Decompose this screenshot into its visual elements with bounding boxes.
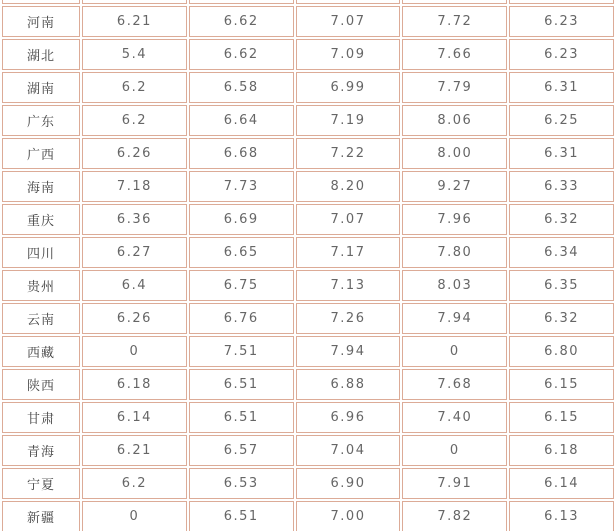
value-cell: 6.75 [189, 270, 294, 301]
value-cell: 7.26 [296, 303, 401, 334]
value-cell: 7.09 [296, 39, 401, 70]
value-cell: 6.23 [509, 6, 614, 37]
value-cell: 7.73 [189, 171, 294, 202]
province-cell: 海南 [2, 171, 80, 202]
value-cell: 6.51 [189, 402, 294, 433]
table-row [2, 72, 614, 103]
value-cell: 6.18 [509, 435, 614, 466]
table-row [2, 369, 614, 400]
province-cell: 广西 [2, 138, 80, 169]
value-cell: 9.27 [402, 171, 507, 202]
value-cell: 7.13 [296, 270, 401, 301]
table-row [2, 501, 614, 531]
value-cell [509, 0, 614, 4]
value-cell: 6.2 [82, 468, 187, 499]
value-cell: 6.27 [82, 237, 187, 268]
value-cell: 6.53 [189, 468, 294, 499]
value-cell: 7.94 [402, 303, 507, 334]
table-row [2, 402, 614, 433]
province-cell: 西藏 [2, 336, 80, 367]
value-cell: 7.04 [296, 435, 401, 466]
value-cell: 6.51 [189, 501, 294, 531]
province-cell: 云南 [2, 303, 80, 334]
table-row [2, 204, 614, 235]
value-cell: 6.32 [509, 204, 614, 235]
value-cell: 0 [82, 501, 187, 531]
value-cell: 6.99 [296, 72, 401, 103]
value-cell: 6.35 [509, 270, 614, 301]
province-cell: 四川 [2, 237, 80, 268]
province-cell: 甘肃 [2, 402, 80, 433]
value-cell: 7.00 [296, 501, 401, 531]
value-cell: 6.26 [82, 138, 187, 169]
value-cell: 6.4 [82, 270, 187, 301]
value-cell: 7.17 [296, 237, 401, 268]
value-cell: 6.57 [189, 435, 294, 466]
province-cell: 贵州 [2, 270, 80, 301]
value-cell: 7.79 [402, 72, 507, 103]
value-cell: 6.31 [509, 138, 614, 169]
province-cell: 湖北 [2, 39, 80, 70]
value-cell: 7.72 [402, 6, 507, 37]
table-row-cutoff [2, 0, 614, 4]
province-cell: 青海 [2, 435, 80, 466]
value-cell: 8.03 [402, 270, 507, 301]
value-cell [296, 0, 401, 4]
value-cell: 6.34 [509, 237, 614, 268]
table-row [2, 105, 614, 136]
value-cell: 6.64 [189, 105, 294, 136]
value-cell: 7.82 [402, 501, 507, 531]
value-cell: 6.51 [189, 369, 294, 400]
value-cell: 6.14 [509, 468, 614, 499]
province-cell [2, 0, 80, 4]
value-cell: 6.62 [189, 39, 294, 70]
value-cell: 6.80 [509, 336, 614, 367]
value-cell: 5.4 [82, 39, 187, 70]
value-cell: 7.22 [296, 138, 401, 169]
value-cell: 7.96 [402, 204, 507, 235]
value-cell [189, 0, 294, 4]
province-cell: 广东 [2, 105, 80, 136]
table-row [2, 435, 614, 466]
value-cell: 6.65 [189, 237, 294, 268]
value-cell: 7.68 [402, 369, 507, 400]
value-cell: 6.25 [509, 105, 614, 136]
table-row [2, 237, 614, 268]
value-cell: 7.07 [296, 204, 401, 235]
value-cell: 8.06 [402, 105, 507, 136]
table-row [2, 468, 614, 499]
value-cell: 6.88 [296, 369, 401, 400]
value-cell: 6.21 [82, 6, 187, 37]
price-table-body [2, 0, 614, 531]
province-cell: 新疆 [2, 501, 80, 531]
value-cell: 7.94 [296, 336, 401, 367]
table-row [2, 171, 614, 202]
value-cell: 6.32 [509, 303, 614, 334]
value-cell: 6.14 [82, 402, 187, 433]
value-cell: 6.18 [82, 369, 187, 400]
table-row [2, 336, 614, 367]
value-cell: 6.69 [189, 204, 294, 235]
value-cell: 6.15 [509, 402, 614, 433]
province-cell: 湖南 [2, 72, 80, 103]
table-row [2, 270, 614, 301]
value-cell: 7.07 [296, 6, 401, 37]
table-row [2, 6, 614, 37]
value-cell: 6.90 [296, 468, 401, 499]
value-cell: 6.68 [189, 138, 294, 169]
value-cell: 7.18 [82, 171, 187, 202]
table-row [2, 39, 614, 70]
value-cell: 6.21 [82, 435, 187, 466]
value-cell: 6.33 [509, 171, 614, 202]
value-cell: 6.96 [296, 402, 401, 433]
value-cell: 7.80 [402, 237, 507, 268]
value-cell: 7.66 [402, 39, 507, 70]
value-cell: 6.2 [82, 72, 187, 103]
value-cell: 6.23 [509, 39, 614, 70]
value-cell: 6.76 [189, 303, 294, 334]
table-row [2, 138, 614, 169]
value-cell: 7.51 [189, 336, 294, 367]
province-cell: 重庆 [2, 204, 80, 235]
value-cell: 6.62 [189, 6, 294, 37]
table-row [2, 303, 614, 334]
value-cell [82, 0, 187, 4]
value-cell: 6.26 [82, 303, 187, 334]
value-cell [402, 0, 507, 4]
value-cell: 6.13 [509, 501, 614, 531]
value-cell: 0 [402, 435, 507, 466]
value-cell: 6.31 [509, 72, 614, 103]
value-cell: 0 [82, 336, 187, 367]
province-cell: 陕西 [2, 369, 80, 400]
value-cell: 0 [402, 336, 507, 367]
value-cell: 8.20 [296, 171, 401, 202]
province-cell: 宁夏 [2, 468, 80, 499]
value-cell: 8.00 [402, 138, 507, 169]
value-cell: 7.91 [402, 468, 507, 499]
value-cell: 6.15 [509, 369, 614, 400]
value-cell: 6.58 [189, 72, 294, 103]
province-cell: 河南 [2, 6, 80, 37]
value-cell: 7.19 [296, 105, 401, 136]
value-cell: 7.40 [402, 402, 507, 433]
value-cell: 6.36 [82, 204, 187, 235]
value-cell: 6.2 [82, 105, 187, 136]
